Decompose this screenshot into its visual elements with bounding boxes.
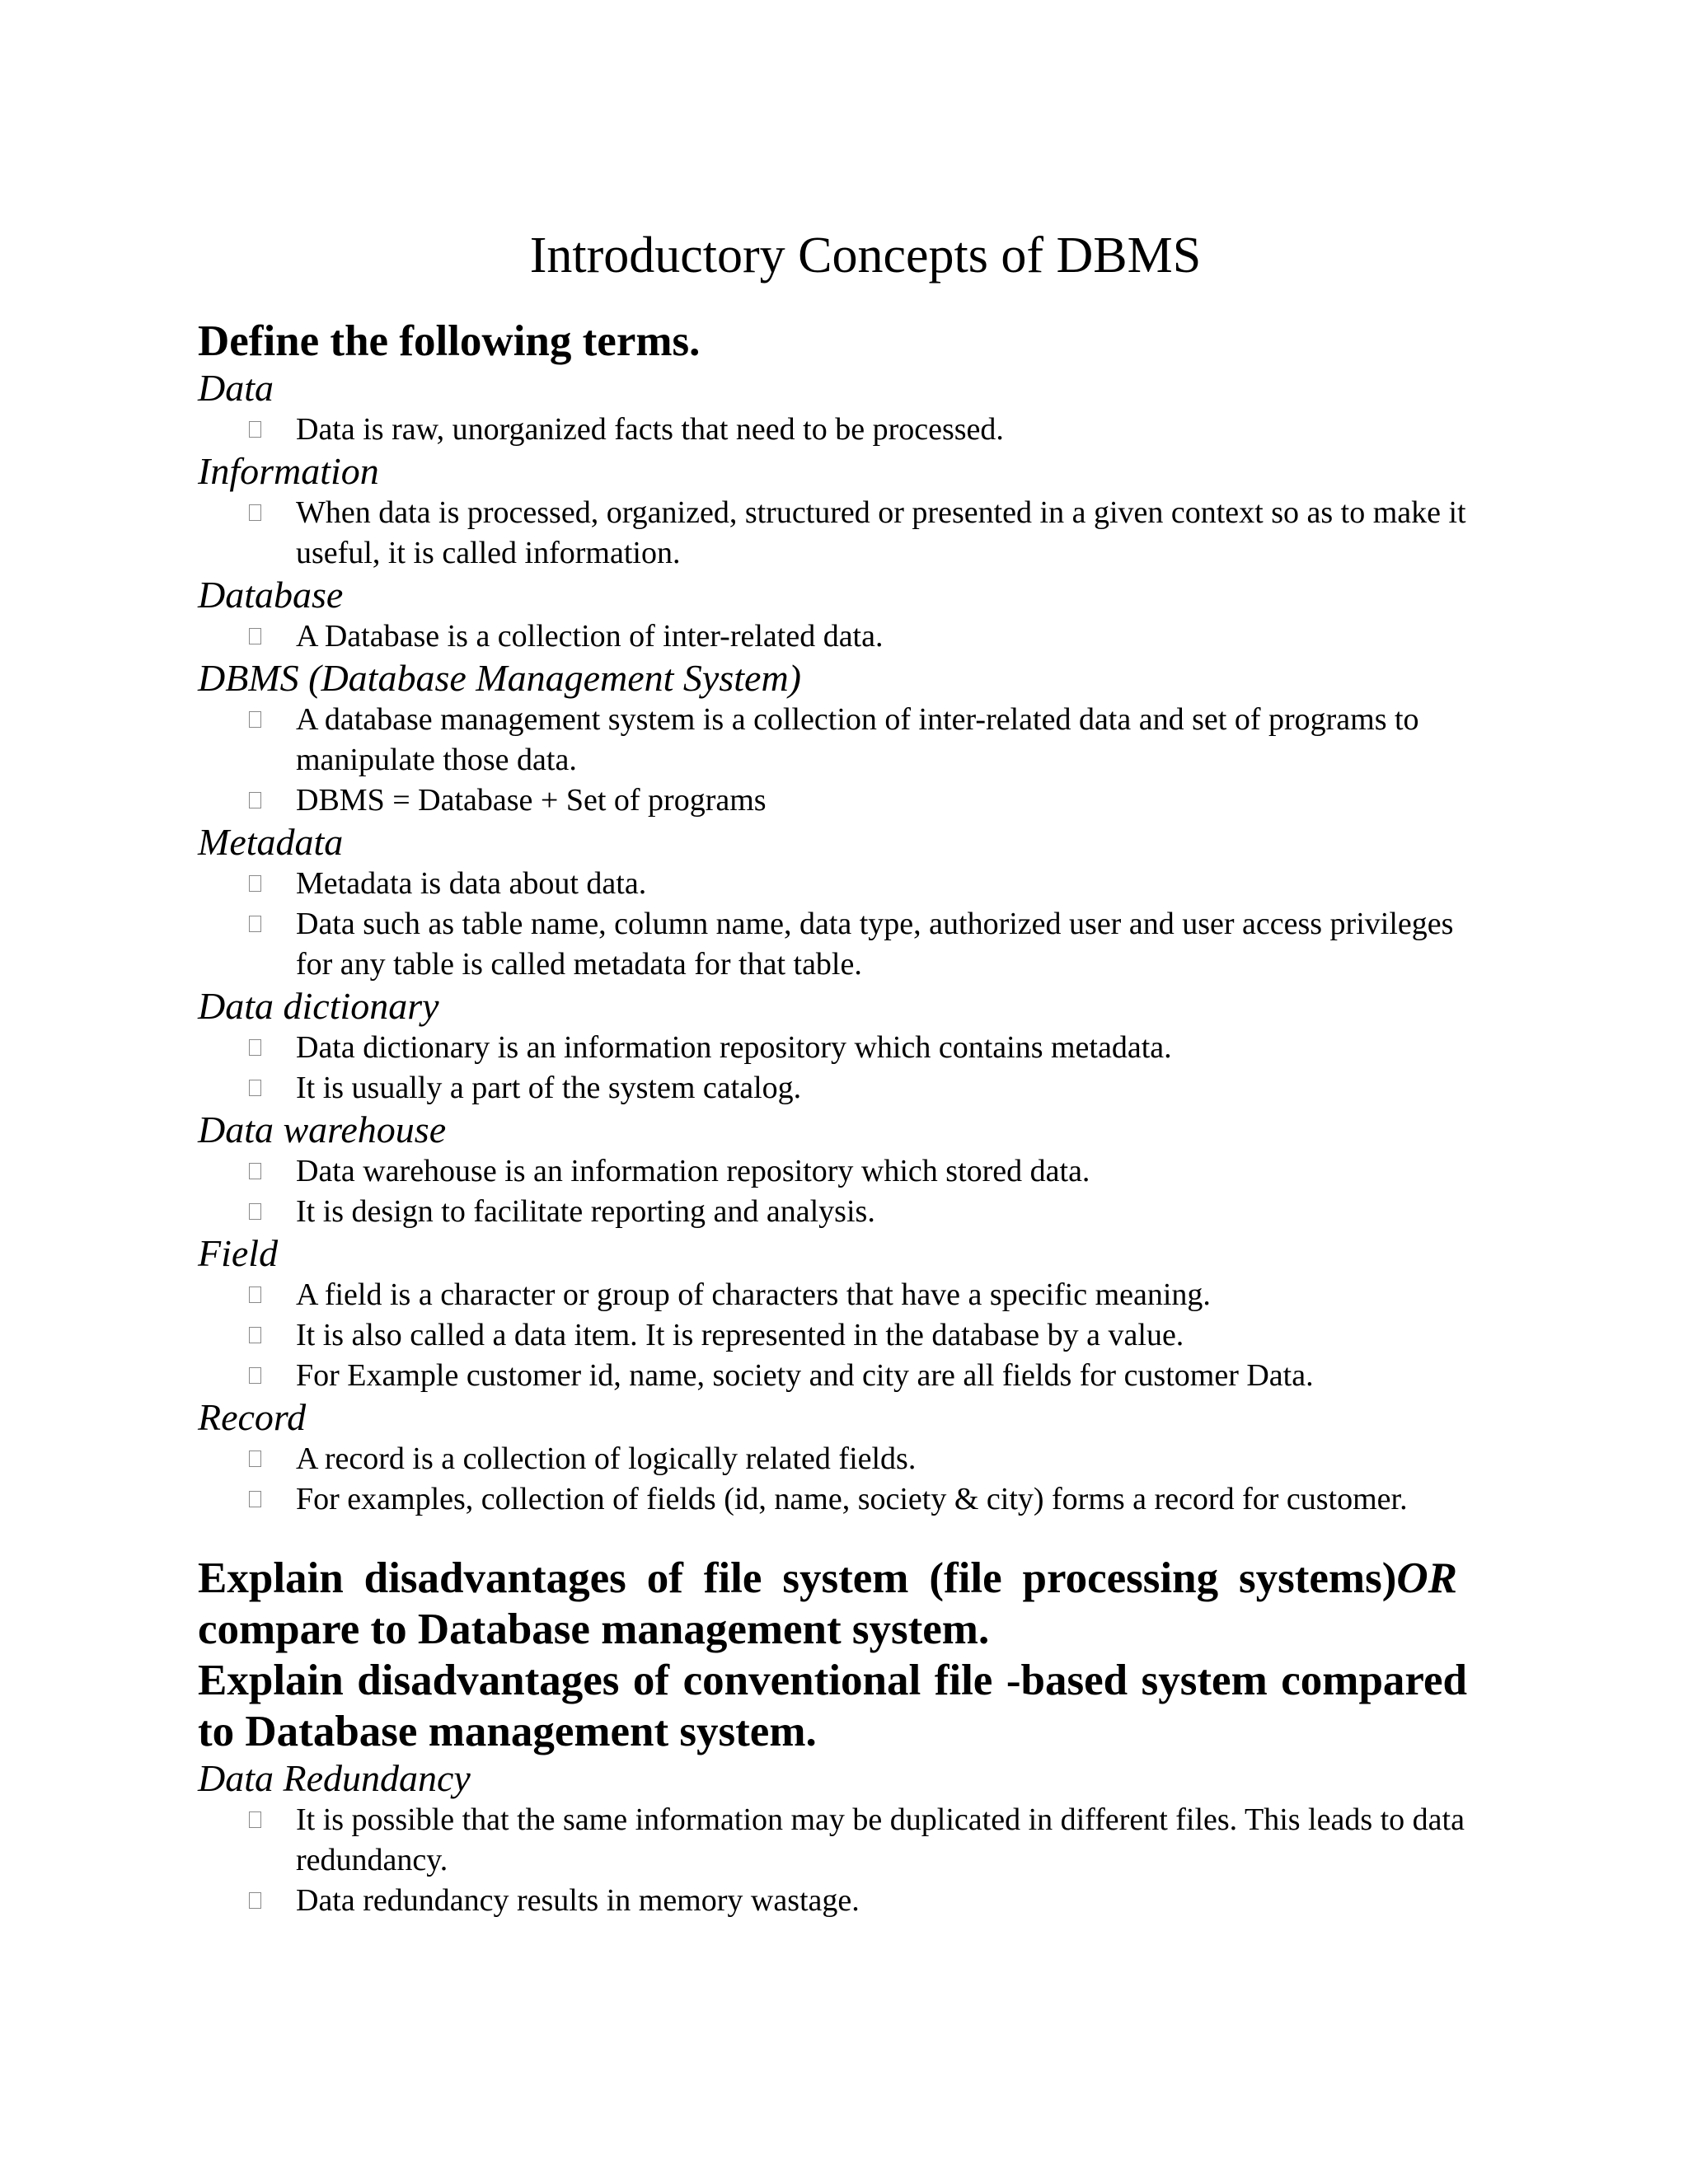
bullet-list (198, 410, 1467, 450)
bullet-item (198, 1275, 1467, 1315)
bullet-box-icon (249, 1080, 261, 1096)
bullet-list (198, 493, 1467, 574)
term-block-record (198, 1396, 1467, 1520)
bullet-text: A record is a collection of logically related fields. (296, 1441, 917, 1476)
bullet-text: A database management system is a collection of inter-related data and set of programs to manipulate those data. (296, 702, 1419, 777)
bullet-item (198, 1479, 1467, 1520)
bullet-text: It is usually a part of the system catalog. (296, 1071, 802, 1105)
or-label: OR (1396, 1554, 1457, 1602)
bullet-list (198, 1275, 1467, 1396)
bullet-text: When data is processed, organized, structured or presented in a given context so as to make it useful, it is called information. (296, 495, 1466, 570)
bullet-box-icon (249, 1811, 261, 1828)
term-block-information (198, 450, 1467, 574)
term-block-field (198, 1232, 1467, 1396)
bullet-box-icon (249, 1327, 261, 1343)
bullet-text: Data such as table name, column name, data type, authorized user and user access privileges for any table is called metadata for that table. (296, 907, 1454, 982)
term-title: Metadata (198, 821, 344, 863)
bullet-item (198, 780, 1467, 821)
bullet-item (198, 410, 1467, 450)
bullet-item (198, 1192, 1467, 1232)
term-title: Database (198, 574, 344, 616)
term-block-dbms (198, 657, 1467, 821)
term-title: Data Redundancy (198, 1757, 471, 1799)
bullet-box-icon (249, 421, 261, 438)
bullet-box-icon (249, 1039, 261, 1056)
bullet-box-icon (249, 875, 261, 892)
bullet-box-icon (249, 1286, 261, 1303)
bullet-box-icon (249, 711, 261, 728)
bullet-list (198, 1439, 1467, 1520)
bullet-text: Data dictionary is an information repository which contains metadata. (296, 1030, 1172, 1065)
bullet-text: It is design to facilitate reporting and analysis. (296, 1194, 875, 1229)
bullet-text: Data is raw, unorganized facts that need to be processed. (296, 412, 1004, 447)
bullet-text: For examples, collection of fields (id, name, society & city) forms a record for customer. (296, 1482, 1408, 1516)
bullet-text: A field is a character or group of characters that have a specific meaning. (296, 1277, 1211, 1312)
bullet-text: DBMS = Database + Set of programs (296, 783, 767, 818)
bullet-item (198, 1315, 1467, 1356)
bullet-text: It is possible that the same information may be duplicated in different files. This leads to data redundancy. (296, 1802, 1465, 1877)
bullet-box-icon (249, 628, 261, 644)
bullet-text: It is also called a data item. It is represented in the database by a value. (296, 1318, 1184, 1352)
page-title: Introductory Concepts of DBMS (529, 227, 1202, 284)
bullet-list (198, 864, 1467, 985)
bullet-box-icon (249, 916, 261, 932)
bullet-item (198, 493, 1467, 574)
bullet-box-icon (249, 1892, 261, 1909)
bullet-box-icon (249, 1367, 261, 1384)
bullet-item (198, 1800, 1467, 1881)
term-title: Field (198, 1232, 279, 1274)
section-heading-conventional-file-system: Explain disadvantages of conventional file -based system compared to Database management system. (198, 1657, 1467, 1755)
bullet-box-icon (249, 1203, 261, 1220)
bullet-item (198, 904, 1467, 985)
bullet-item (198, 864, 1467, 904)
bullet-box-icon (249, 1491, 261, 1507)
bullet-item (198, 616, 1467, 657)
bullet-box-icon (249, 1163, 261, 1179)
term-block-data-dictionary (198, 985, 1467, 1108)
section-spacer (198, 1520, 1467, 1553)
bullet-item (198, 1439, 1467, 1479)
term-title: Data (198, 367, 274, 409)
term-title: Record (198, 1396, 307, 1438)
bullet-text: Metadata is data about data. (296, 866, 647, 901)
heading-question-1: Explain disadvantages of file system (file processing systems) compare to Database management system. (198, 1554, 1397, 1653)
bullet-item (198, 1151, 1467, 1192)
term-title: DBMS (Database Management System) (198, 657, 801, 699)
bullet-item (198, 700, 1467, 780)
bullet-list (198, 1800, 1467, 1921)
bullet-item (198, 1881, 1467, 1921)
bullet-item (198, 1028, 1467, 1068)
section-heading-file-system-disadvantages (198, 1553, 1467, 1655)
bullet-list (198, 700, 1467, 821)
term-block-data-warehouse (198, 1108, 1467, 1232)
term-title: Information (198, 450, 379, 492)
term-block-metadata (198, 821, 1467, 985)
bullet-text: A Database is a collection of inter-related data. (296, 619, 884, 654)
term-block-data-redundancy (198, 1757, 1467, 1921)
bullet-list (198, 616, 1467, 657)
bullet-text: For Example customer id, name, society and city are all fields for customer Data. (296, 1358, 1314, 1393)
bullet-list (198, 1151, 1467, 1232)
term-block-database (198, 574, 1467, 657)
bullet-text: Data redundancy results in memory wastage. (296, 1883, 860, 1918)
bullet-text: Data warehouse is an information repository which stored data. (296, 1154, 1090, 1188)
bullet-item (198, 1068, 1467, 1108)
term-block-data (198, 367, 1467, 450)
section-heading-define-terms: Define the following terms. (198, 317, 701, 365)
bullet-box-icon (249, 792, 261, 808)
bullet-box-icon (249, 504, 261, 521)
bullet-list (198, 1028, 1467, 1108)
document-body (198, 316, 1467, 1921)
bullet-item (198, 1356, 1467, 1396)
bullet-box-icon (249, 1451, 261, 1467)
term-title: Data dictionary (198, 985, 439, 1027)
term-title: Data warehouse (198, 1108, 447, 1151)
